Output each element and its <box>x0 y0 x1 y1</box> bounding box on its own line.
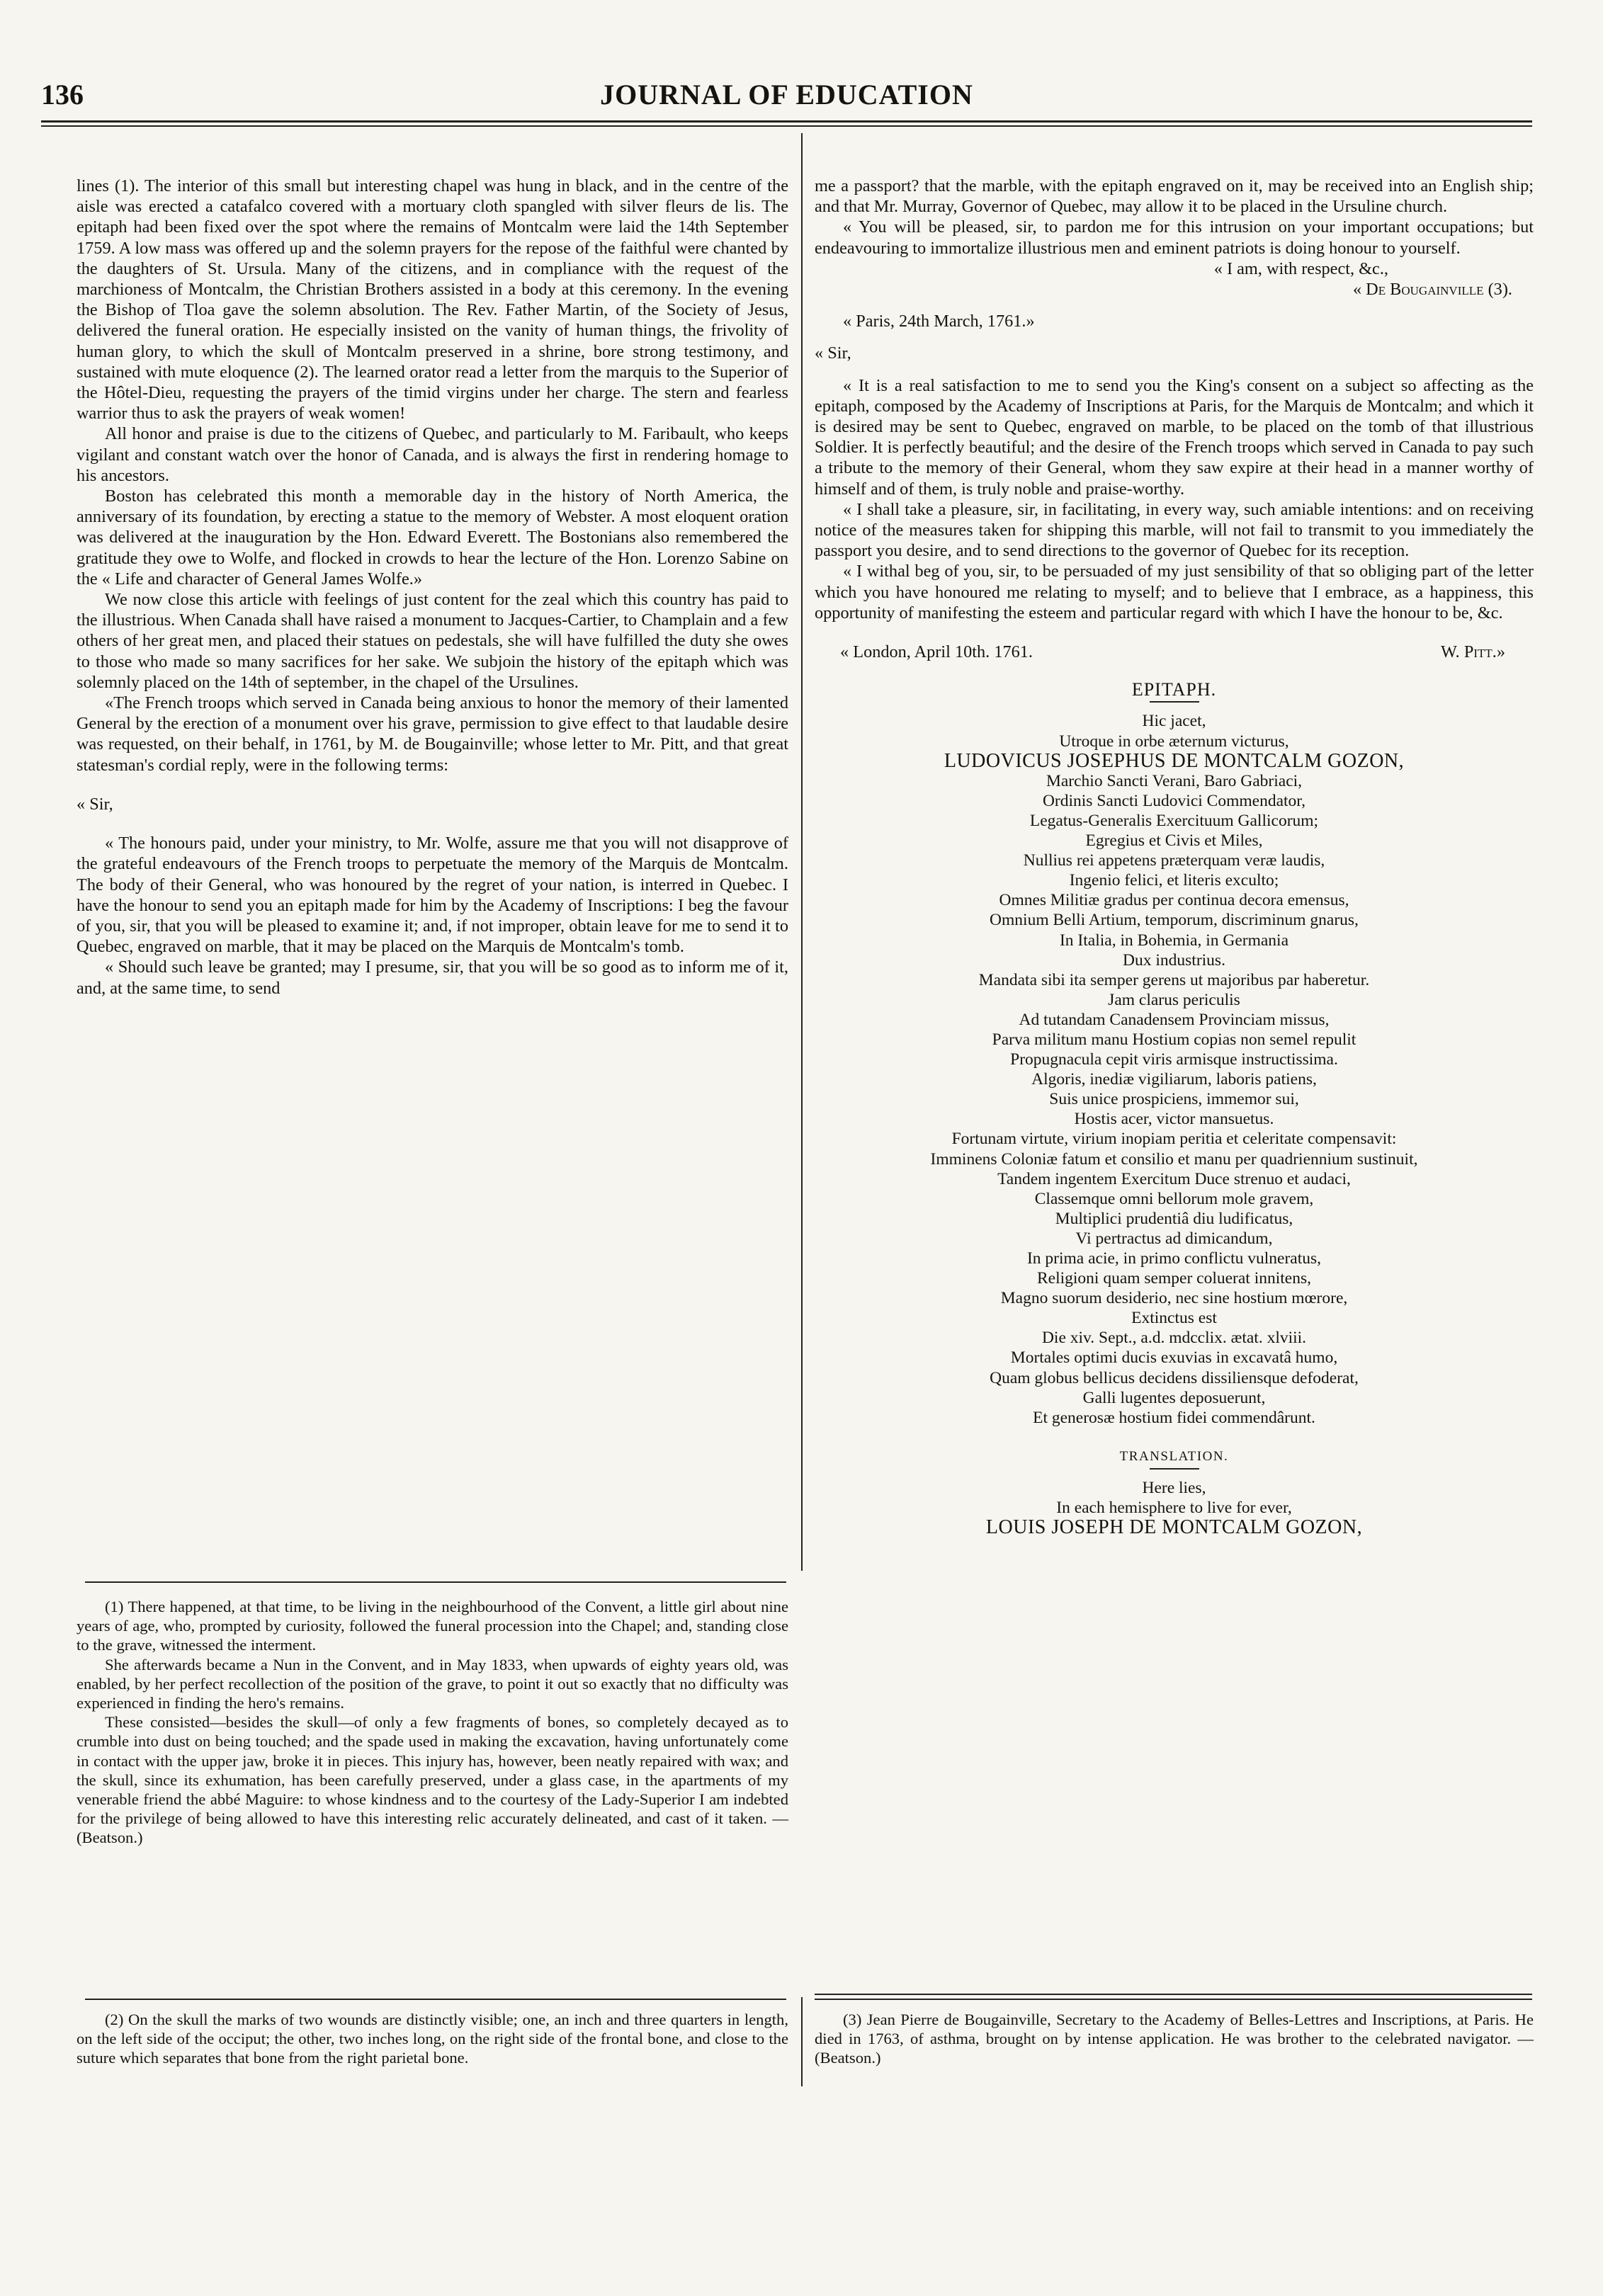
epitaph-line: Die xiv. Sept., a.d. mdcclix. ætat. xlviii. <box>1041 1329 1307 1348</box>
translation-dash <box>1150 1468 1199 1470</box>
epitaph-line: Vi pertractus ad dimicandum, <box>1075 1229 1273 1248</box>
dateline-london: « London, April 10th. 1761. <box>840 642 1033 662</box>
epitaph-line: Algoris, inediæ vigiliarum, laboris patiens, <box>1031 1070 1317 1089</box>
footnote-paragraph: (1) There happened, at that time, to be living in the neighbourhood of the Convent, a little girl about nine years of age, who, prompted by curiosity, followed the funeral procession into the Chapel; and, standing close to the grave, witnessed the interment. <box>77 1598 788 1654</box>
epitaph-dash <box>1150 701 1199 703</box>
epitaph-line: Magno suorum desiderio, nec sine hostium mœrore, <box>1000 1289 1348 1308</box>
epitaph-line: Hostis acer, victor mansuetus. <box>1074 1110 1274 1129</box>
footnote-paragraph: (3) Jean Pierre de Bougainville, Secretary to the Academy of Belles-Lettres and Inscriptions, at Paris. He died in 1763, of asthma, brought on by intense application. He was brother to the celebrated navigator. —(Beatson.) <box>815 2011 1534 2067</box>
right-column <box>815 176 1534 1538</box>
left-column <box>77 176 788 999</box>
epitaph-line: Ad tutandam Canadensem Provinciam missus, <box>1019 1010 1330 1029</box>
letter-paragraph: « The honours paid, under your ministry, to Mr. Wolfe, assure me that you will not disapprove of the grateful endeavours of the French troops to perpetuate the memory of the Marquis de Montcalm. The body of their General, who was honoured by the regret of your nation, is interred in Quebec. I have the honour to send you an epitaph made for him by the Academy of Inscriptions: I beg the favour of you, sir, that you will be pleased to examine it; and, if not improper, obtain leave for me to send it to Quebec, engraved on marble, that it may be placed on the Marquis de Montcalm's tomb. <box>77 834 788 957</box>
epitaph-line: Tandem ingentem Exercitum Duce strenuo et audaci, <box>997 1169 1351 1188</box>
epitaph-line: LUDOVICUS JOSEPHUS DE MONTCALM GOZON, <box>944 749 1405 772</box>
footnote-rule-bottom-right <box>815 1994 1532 1995</box>
epitaph-line: Ordinis Sancti Ludovici Commendator, <box>1042 791 1306 810</box>
epitaph-line: Utroque in orbe æternum victurus, <box>1059 732 1289 751</box>
footnote-rule <box>85 1581 786 1583</box>
letter-paragraph: « Should such leave be granted; may I presume, sir, that you will be so good as to inform me of it, and, at the same time, to send <box>77 957 788 998</box>
translation-title: TRANSLATION. <box>1119 1448 1229 1464</box>
footnote-rule-bottom-right-2 <box>815 1999 1532 2000</box>
footnote-paragraph: She afterwards became a Nun in the Convent, and in May 1833, when upwards of eighty years old, was enabled, by her perfect recollection of the position of the grave, to point it out so exactly that no difficulty was experienced in finding the hero's remains. <box>77 1655 788 1712</box>
epitaph-line: Omnium Belli Artium, temporum, discriminum gnarus, <box>990 911 1359 930</box>
pitt-signature: W. Pitt.» <box>1440 642 1505 662</box>
body-paragraph: All honor and praise is due to the citizens of Quebec, and particularly to M. Faribault, who keeps vigilant and constant watch over the honor of Canada, and is always the first in rendering homage to his ancestors. <box>77 424 788 485</box>
letter-signature: « De Bougainville (3). <box>1352 280 1512 300</box>
letter-paragraph: « You will be pleased, sir, to pardon me for this intrusion on your important occupations; but endeavouring to immortalize illustrious men and eminent patriots is doing honour to yourself. <box>815 217 1534 258</box>
translation-line: Here lies, <box>1142 1479 1206 1498</box>
epitaph-line: Galli lugentes deposuerunt, <box>1082 1388 1266 1407</box>
epitaph-line: Fortunam virtute, virium inopiam peritia et celeritate compensavit: <box>951 1130 1397 1149</box>
dateline-paris: « Paris, 24th March, 1761.» <box>843 312 1035 331</box>
page-number: 136 <box>41 79 84 110</box>
letter-closing: « I am, with respect, &c., <box>1213 258 1388 278</box>
epitaph-line: In prima acie, in primo conflictu vulneratus, <box>1026 1249 1322 1268</box>
epitaph-line: Dux industrius. <box>1123 950 1225 970</box>
footnote-3 <box>815 2010 1534 2068</box>
epitaph-line: Egregius et Civis et Miles, <box>1085 831 1263 851</box>
epitaph-line: Mortales optimi ducis exuvias in excavatâ humo, <box>1010 1348 1338 1368</box>
translation <box>815 1478 1534 1538</box>
epitaph-line: Marchio Sancti Verani, Baro Gabriaci, <box>1046 771 1303 790</box>
footnote-rule-bottom-left <box>85 1999 786 2000</box>
letter-paragraph: « I shall take a pleasure, sir, in facilitating, in every way, such amiable intentions: and on receiving notice of the measures taken for shipping this marble, will not fail to transmit to you immediately the passport you desire, and to send directions to the governor of Quebec for its reception. <box>815 499 1534 561</box>
footnote-paragraph: These consisted—besides the skull—of only a few fragments of bones, so completely decayed as to crumble into dust on being touched; and the spade used in making the excavation, having unfortunately come in contact with the upper jaw, broke it in pieces. This injury has, however, been neatly repaired with wax; and the skull, since its exhumation, has been carefully preserved, under a glass case, in the apartments of my venerable friend the abbé Maguire: to whose kindness and to the courtesy of the Lady-Superior I am indebted for the privilege of being allowed to have this interesting relic accurately delineated, and cast of it taken. —(Beatson.) <box>77 1713 788 1847</box>
epitaph-line: Omnes Militiæ gradus per continua decora emensus, <box>999 891 1349 910</box>
translation-line: LOUIS JOSEPH DE MONTCALM GOZON, <box>985 1516 1363 1539</box>
epitaph-line: In Italia, in Bohemia, in Germania <box>1059 931 1289 950</box>
body-paragraph: Boston has celebrated this month a memorable day in the history of North America, the anniversary of its foundation, by erecting a statue to the memory of Webster. A most eloquent oration was delivered at the inauguration by the Hon. Edward Everett. The Bostonians also remembered the gratitude they owe to Wolfe, and flocked in crowds to hear the lecture of the Hon. Lorenzo Sabine on the « Life and character of General James Wolfe.» <box>77 487 788 589</box>
footnote-paragraph: (2) On the skull the marks of two wounds are distinctly visible; one, an inch and three quarters in length, on the left side of the occiput; the other, two inches long, on the right side of the frontal bone, and close to the suture which separates that bone from the right parietal bone. <box>77 2011 788 2067</box>
body-paragraph: We now close this article with feelings of just content for the zeal which this country has paid to the illustrious. When Canada shall have raised a monument to Jacques-Cartier, to Champlain and a few others of her great men, and placed their statues on pedestals, she will have fulfilled the duty she owes to those who made so many sacrifices for her sake. We subjoin the history of the epitaph which was solemnly placed on the 14th of september, in the chapel of the Ursulines. <box>77 590 788 692</box>
epitaph-line: Extinctus est <box>1131 1309 1217 1328</box>
epitaph-line: Religioni quam semper coluerat innitens, <box>1036 1269 1311 1288</box>
epitaph-line: Multiplici prudentiâ diu ludificatus, <box>1055 1209 1293 1228</box>
epitaph-line: Legatus-Generalis Exercituum Gallicorum; <box>1029 811 1319 830</box>
epitaph-line: Hic jacet, <box>1142 712 1206 731</box>
translation-line: In each hemisphere to live for ever, <box>1056 1499 1292 1518</box>
body-paragraph: lines (1). The interior of this small but interesting chapel was hung in black, and in the centre of the aisle was erected a catafalco covered with a mortuary cloth spangled with silver fleurs de lis. The epitaph had been fixed over the spot where the remains of Montcalm were laid the 14th September 1759. A low mass was offered up and the solemn prayers for the repose of the faithful were chanted by the daughters of St. Ursula. Many of the citizens, and in compliance with the request of the marchioness of Montcalm, the Christian Brothers assisted in a body at this ceremony. In the evening the Bishop of Tloa gave the solemn absolution. The Rev. Father Martin, of the Society of Jesus, delivered the funeral oration. He especially insisted on the vanity of human things, the frivolity of human glory, to which the skull of Montcalm preserved in a shrine, bore strong testimony, and sustained with mute eloquence (2). The learned orator read a letter from the marquis to the Superior of the Hôtel-Dieu, requesting the prayers of the timid virgins under her charge. The stern and fearless warrior thus to ask the prayers of weak women! <box>77 176 788 424</box>
body-paragraph: «The French troops which served in Canada being anxious to honor the memory of their lamented General by the erection of a monument over his grave, permission to give effect to that laudable desire was requested, on their behalf, in 1761, by M. de Bougainville; whose letter to Mr. Pitt, and that great statesman's cordial reply, were in the following terms: <box>77 693 788 775</box>
header-rule <box>41 120 1532 127</box>
column-divider <box>801 133 803 1571</box>
letter-salutation: « Sir, <box>77 794 113 814</box>
footnote-column-divider <box>801 1997 803 2086</box>
epitaph-line: Mandata sibi ita semper gerens ut majoribus par haberetur. <box>978 970 1370 989</box>
epitaph-line: Classemque omni bellorum mole gravem, <box>1034 1189 1314 1208</box>
epitaph-title: EPITAPH. <box>1131 679 1217 700</box>
letter-paragraph: me a passport? that the marble, with the epitaph engraved on it, may be received into an English ship; and that Mr. Murray, Governor of Quebec, may allow it to be placed in the Ursuline church. <box>815 176 1534 217</box>
letter-signoff <box>815 642 1534 662</box>
letter-paragraph: « It is a real satisfaction to me to send you the King's consent on a subject so affecting as the epitaph, composed by the Academy of Inscriptions at Paris, for the Marquis de Montcalm; and which it is desired may be sent to Quebec, engraved on marble, to be placed on the tomb of that illustrious Soldier. It is perfectly beautiful; and the desire of the French troops which served in Canada to pay such a tribute to the memory of their General, whom they saw expire at their head in a manner worthy of himself and of them, is truly noble and praise-worthy. <box>815 375 1534 499</box>
epitaph-line: Suis unice prospiciens, immemor sui, <box>1049 1090 1299 1109</box>
epitaph-line: Quam globus bellicus decidens dissiliensque defoderat, <box>990 1368 1359 1387</box>
letter-salutation: « Sir, <box>815 343 851 363</box>
footnote-1 <box>77 1597 788 1848</box>
running-title: JOURNAL OF EDUCATION <box>600 79 973 110</box>
letter-paragraph: « I withal beg of you, sir, to be persuaded of my just sensibility of that so obliging part of the letter which you have honoured me relating to myself; and to believe that I embrace, as a happiness, this opportunity of manifesting the esteem and particular regard with which I have the honour to be, &c. <box>815 562 1534 623</box>
epitaph-line: Et generosæ hostium fidei commendârunt. <box>1033 1408 1315 1427</box>
page-header <box>41 78 1532 120</box>
epitaph-line: Propugnacula cepit viris armisque instructissima. <box>1010 1050 1338 1069</box>
epitaph-line: Parva militum manu Hostium copias non semel repulit <box>992 1030 1356 1049</box>
epitaph-line: Imminens Coloniæ fatum et consilio et manu per quadriennium sustinuit, <box>930 1149 1418 1169</box>
epitaph-line: Ingenio felici, et literis exculto; <box>1069 871 1279 890</box>
footnote-2 <box>77 2010 788 2068</box>
epitaph-line: Jam clarus periculis <box>1108 990 1240 1009</box>
epitaph-line: Nullius rei appetens præterquam veræ laudis, <box>1023 851 1325 870</box>
epitaph <box>815 711 1534 1427</box>
